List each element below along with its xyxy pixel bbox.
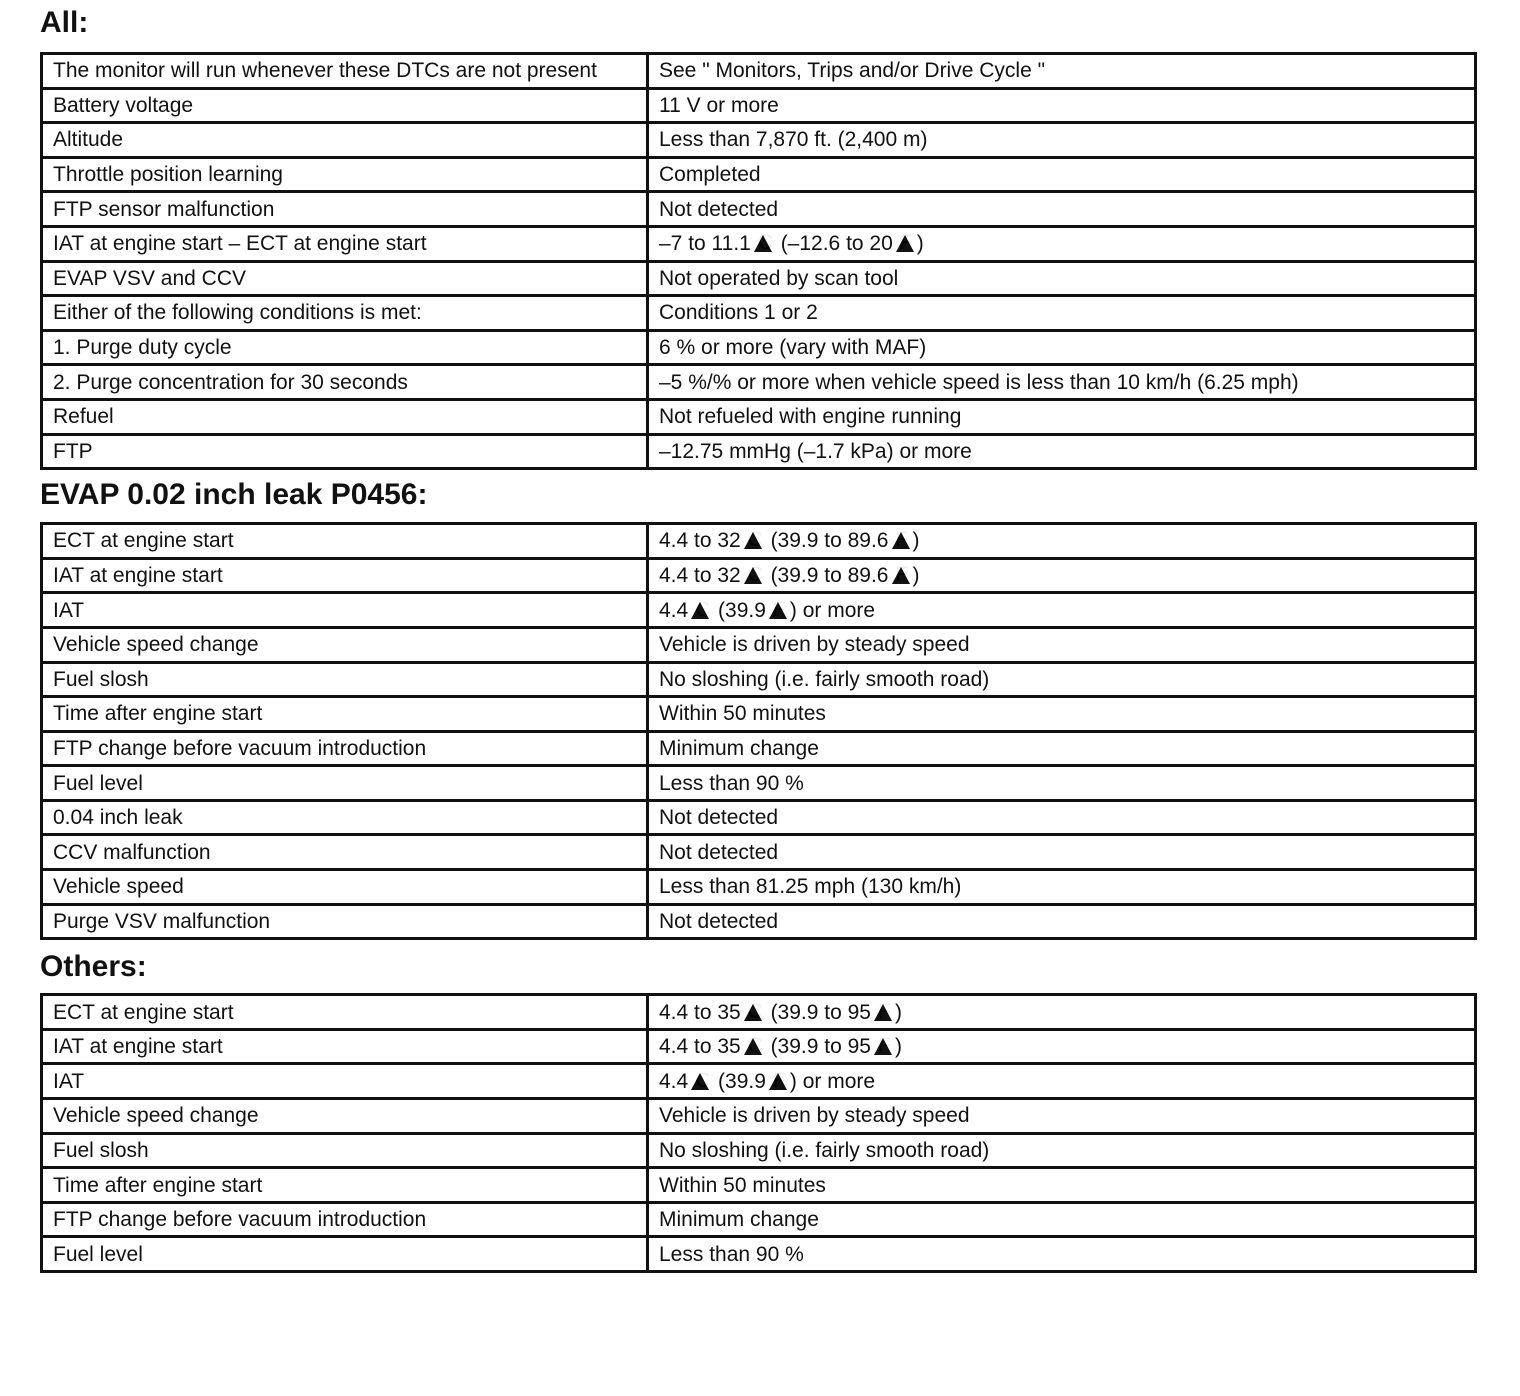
condition-value: Not detected (648, 192, 1476, 227)
condition-label: Either of the following conditions is met: (42, 296, 648, 331)
condition-value: 4.4 to 35 C (39.9 to 95 F ) (648, 995, 1476, 1030)
condition-label: FTP sensor malfunction (42, 192, 648, 227)
condition-label: Fuel slosh (42, 1133, 648, 1168)
condition-value: –12.75 mmHg (–1.7 kPa) or more (648, 434, 1476, 469)
table-row (42, 662, 1476, 697)
condition-label: 0.04 inch leak (42, 800, 648, 835)
conditions-table-others (40, 993, 1477, 1273)
condition-label: IAT (42, 1064, 648, 1099)
condition-label: CCV malfunction (42, 835, 648, 870)
condition-value: Minimum change (648, 1202, 1476, 1237)
condition-value: No sloshing (i.e. fairly smooth road) (648, 1133, 1476, 1168)
condition-value: Vehicle is driven by steady speed (648, 1099, 1476, 1134)
degree-celsius-icon: C (742, 565, 764, 585)
condition-label: Purge VSV malfunction (42, 904, 648, 939)
condition-value: 4.4 to 32 C (39.9 to 89.6 F ) (648, 524, 1476, 559)
condition-value: –5 %/% or more when vehicle speed is less than 10 km/h (6.25 mph) (648, 365, 1476, 400)
condition-label: Time after engine start (42, 697, 648, 732)
table-row (42, 524, 1476, 559)
section-title-evap-p0456: EVAP 0.02 inch leak P0456: (40, 478, 428, 512)
condition-label: 2. Purge concentration for 30 seconds (42, 365, 648, 400)
condition-value: Less than 7,870 ft. (2,400 m) (648, 123, 1476, 158)
condition-value: See " Monitors, Trips and/or Drive Cycle " (648, 54, 1476, 89)
degree-fahrenheit-icon: F (890, 530, 912, 550)
condition-value: Less than 90 % (648, 766, 1476, 801)
table-row (42, 1237, 1476, 1272)
condition-value: Vehicle is driven by steady speed (648, 627, 1476, 662)
table-row (42, 995, 1476, 1030)
degree-celsius-icon: C (689, 600, 711, 620)
condition-value: Not operated by scan tool (648, 261, 1476, 296)
condition-label: Altitude (42, 123, 648, 158)
degree-fahrenheit-icon: F (872, 1036, 894, 1056)
section-title-others: Others: (40, 950, 147, 984)
condition-label: The monitor will run whenever these DTCs are not present (42, 54, 648, 89)
table-row (42, 731, 1476, 766)
condition-label: Fuel level (42, 766, 648, 801)
degree-celsius-icon: C (742, 1036, 764, 1056)
degree-fahrenheit-icon: F (872, 1002, 894, 1022)
table-row (42, 296, 1476, 331)
condition-label: FTP change before vacuum introduction (42, 1202, 648, 1237)
condition-value: Within 50 minutes (648, 697, 1476, 732)
condition-value: Minimum change (648, 731, 1476, 766)
condition-value: 4.4 to 32 C (39.9 to 89.6 F ) (648, 558, 1476, 593)
table-row (42, 365, 1476, 400)
table-row (42, 330, 1476, 365)
degree-fahrenheit-icon: F (767, 600, 789, 620)
condition-value: Not detected (648, 904, 1476, 939)
condition-label: Time after engine start (42, 1168, 648, 1203)
condition-label: Throttle position learning (42, 157, 648, 192)
condition-label: IAT at engine start (42, 1029, 648, 1064)
condition-label: IAT at engine start (42, 558, 648, 593)
degree-celsius-icon: C (752, 233, 774, 253)
table-row (42, 123, 1476, 158)
condition-value: Not refueled with engine running (648, 399, 1476, 434)
table-row (42, 697, 1476, 732)
table-row (42, 399, 1476, 434)
condition-value: Less than 81.25 mph (130 km/h) (648, 870, 1476, 905)
condition-value: Not detected (648, 835, 1476, 870)
condition-label: FTP (42, 434, 648, 469)
condition-label: Vehicle speed change (42, 1099, 648, 1134)
degree-celsius-icon: C (689, 1071, 711, 1091)
degree-celsius-icon: C (742, 1002, 764, 1022)
condition-label: IAT (42, 593, 648, 628)
conditions-table-all (40, 52, 1477, 470)
table-row (42, 1029, 1476, 1064)
condition-label: FTP change before vacuum introduction (42, 731, 648, 766)
condition-label: EVAP VSV and CCV (42, 261, 648, 296)
table-row (42, 1064, 1476, 1099)
condition-label: ECT at engine start (42, 995, 648, 1030)
condition-label: IAT at engine start – ECT at engine start (42, 226, 648, 261)
condition-value: 11 V or more (648, 88, 1476, 123)
table-row (42, 904, 1476, 939)
condition-value: –7 to 11.1 C (–12.6 to 20 F ) (648, 226, 1476, 261)
table-row (42, 1168, 1476, 1203)
table-row (42, 870, 1476, 905)
table-row (42, 835, 1476, 870)
condition-value: 4.4 to 35 C (39.9 to 95 F ) (648, 1029, 1476, 1064)
condition-label: Refuel (42, 399, 648, 434)
degree-fahrenheit-icon: F (894, 233, 916, 253)
degree-fahrenheit-icon: F (767, 1071, 789, 1091)
degree-celsius-icon: C (742, 530, 764, 550)
condition-label: Vehicle speed (42, 870, 648, 905)
condition-label: 1. Purge duty cycle (42, 330, 648, 365)
table-row (42, 627, 1476, 662)
table-row (42, 1133, 1476, 1168)
condition-value: Conditions 1 or 2 (648, 296, 1476, 331)
table-row (42, 192, 1476, 227)
condition-value: No sloshing (i.e. fairly smooth road) (648, 662, 1476, 697)
condition-label: ECT at engine start (42, 524, 648, 559)
condition-label: Vehicle speed change (42, 627, 648, 662)
condition-value: 6 % or more (vary with MAF) (648, 330, 1476, 365)
table-row (42, 261, 1476, 296)
document-page (40, 0, 1474, 1273)
condition-label: Fuel slosh (42, 662, 648, 697)
degree-fahrenheit-icon: F (890, 565, 912, 585)
condition-label: Fuel level (42, 1237, 648, 1272)
condition-value: 4.4 C (39.9 F ) or more (648, 1064, 1476, 1099)
table-row (42, 54, 1476, 89)
condition-value: Not detected (648, 800, 1476, 835)
table-row (42, 1099, 1476, 1134)
table-row (42, 157, 1476, 192)
condition-value: Within 50 minutes (648, 1168, 1476, 1203)
condition-value: Less than 90 % (648, 1237, 1476, 1272)
table-row (42, 1202, 1476, 1237)
table-row (42, 226, 1476, 261)
condition-value: Completed (648, 157, 1476, 192)
condition-label: Battery voltage (42, 88, 648, 123)
table-row (42, 766, 1476, 801)
table-row (42, 88, 1476, 123)
table-row (42, 558, 1476, 593)
table-row (42, 593, 1476, 628)
table-row (42, 800, 1476, 835)
section-title-all: All: (40, 6, 89, 39)
table-row (42, 434, 1476, 469)
condition-value: 4.4 C (39.9 F ) or more (648, 593, 1476, 628)
conditions-table-evap-p0456 (40, 522, 1477, 940)
